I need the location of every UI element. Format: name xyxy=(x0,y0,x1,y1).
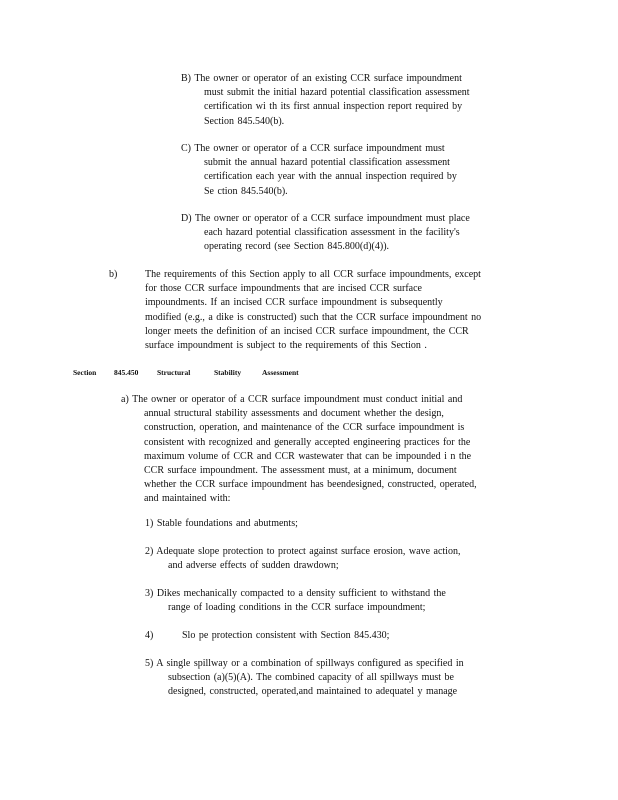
text-line: certification wi th its first annual inspection report required by xyxy=(204,101,463,113)
text-line: Section 845.540(b). xyxy=(204,115,285,127)
text-line: a) The owner or operator of a CCR surface impoundment must conduct initial and xyxy=(121,394,463,405)
text-line: B) The owner or operator of an existing CCR surface impoundment xyxy=(181,73,462,84)
list-item-5 xyxy=(145,657,540,700)
section-heading-number: 845.450 xyxy=(114,368,139,377)
subsection-a xyxy=(121,393,553,507)
section-heading-title: Structural xyxy=(157,368,191,377)
text-line: submit the annual hazard potential classification assessment xyxy=(204,157,450,169)
text-line: construction, operation, and maintenance of the CCR surface impoundment is xyxy=(144,422,465,434)
text-line: 1) Stable foundations and abutments; xyxy=(145,518,298,529)
text-line: Slo pe protection consistent with Section 845.430; xyxy=(182,630,390,641)
text-line: longer meets the definition of an incised CCR surface impoundment, the CCR xyxy=(145,325,469,337)
text-line: maximum volume of CCR and CCR wastewater that can be impounded i n the xyxy=(144,450,472,462)
text-line: each hazard potential classification assessment in the facility's xyxy=(204,227,460,239)
text-line: The requirements of this Section apply to all CCR surface impoundments, except xyxy=(145,269,481,280)
text-line: 3) Dikes mechanically compacted to a density sufficient to withstand the xyxy=(145,588,446,599)
item-c xyxy=(181,142,541,199)
text-line: CCR surface impoundment. The assessment must, at a minimum, document xyxy=(144,465,457,477)
item-d xyxy=(181,212,541,255)
text-line: operating record (see Section 845.800(d)(4)). xyxy=(204,241,390,253)
subsection-b-label: b) xyxy=(109,269,118,280)
text-line: annual structural stability assessments and document whether the design, xyxy=(144,408,444,420)
text-line: and adverse effects of sudden drawdown; xyxy=(168,560,339,572)
text-line: must submit the initial hazard potential classification assessment xyxy=(204,87,470,99)
text-line: designed, constructed, operated,and maintained to adequatel y manage xyxy=(168,686,458,698)
list-item-1 xyxy=(145,517,525,531)
text-line: and maintained with: xyxy=(144,493,231,505)
section-heading-word: Section xyxy=(73,368,97,377)
text-line: consistent with recognized and generally accepted engineering practices for the xyxy=(144,436,471,448)
text-line: certification each year with the annual inspection required by xyxy=(204,171,457,183)
text-line: C) The owner or operator of a CCR surface impoundment must xyxy=(181,143,445,154)
section-heading-title: Stability xyxy=(214,368,242,377)
text-line: Se ction 845.540(b). xyxy=(204,185,288,197)
text-line: surface impoundment is subject to the requirements of this Section . xyxy=(145,340,427,352)
list-item-3 xyxy=(145,587,536,615)
text-line: range of loading conditions in the CCR surface impoundment; xyxy=(168,602,426,614)
text-line: impoundments. If an incised CCR surface impoundment is subsequently xyxy=(145,297,443,309)
text-line: whether the CCR surface impoundment has beendesigned, constructed, operated, xyxy=(144,479,477,491)
text-line: for those CCR surface impoundments that are incised CCR surface xyxy=(145,283,422,295)
list-item-4-number: 4) xyxy=(145,630,154,641)
list-item-2 xyxy=(145,545,536,573)
text-line: modified (e.g., a dike is constructed) such that the CCR surface impoundment no xyxy=(145,311,482,323)
text-line: D) The owner or operator of a CCR surface impoundment must place xyxy=(181,213,470,224)
subsection-b xyxy=(145,268,535,353)
list-item-4 xyxy=(182,629,512,643)
section-heading-title: Assessment xyxy=(262,368,299,377)
text-line: 5) A single spillway or a combination of spillways configured as specified in xyxy=(145,658,464,669)
text-line: subsection (a)(5)(A). The combined capacity of all spillways must be xyxy=(168,672,454,684)
item-b xyxy=(181,72,541,129)
text-line: 2) Adequate slope protection to protect against surface erosion, wave action, xyxy=(145,546,461,557)
